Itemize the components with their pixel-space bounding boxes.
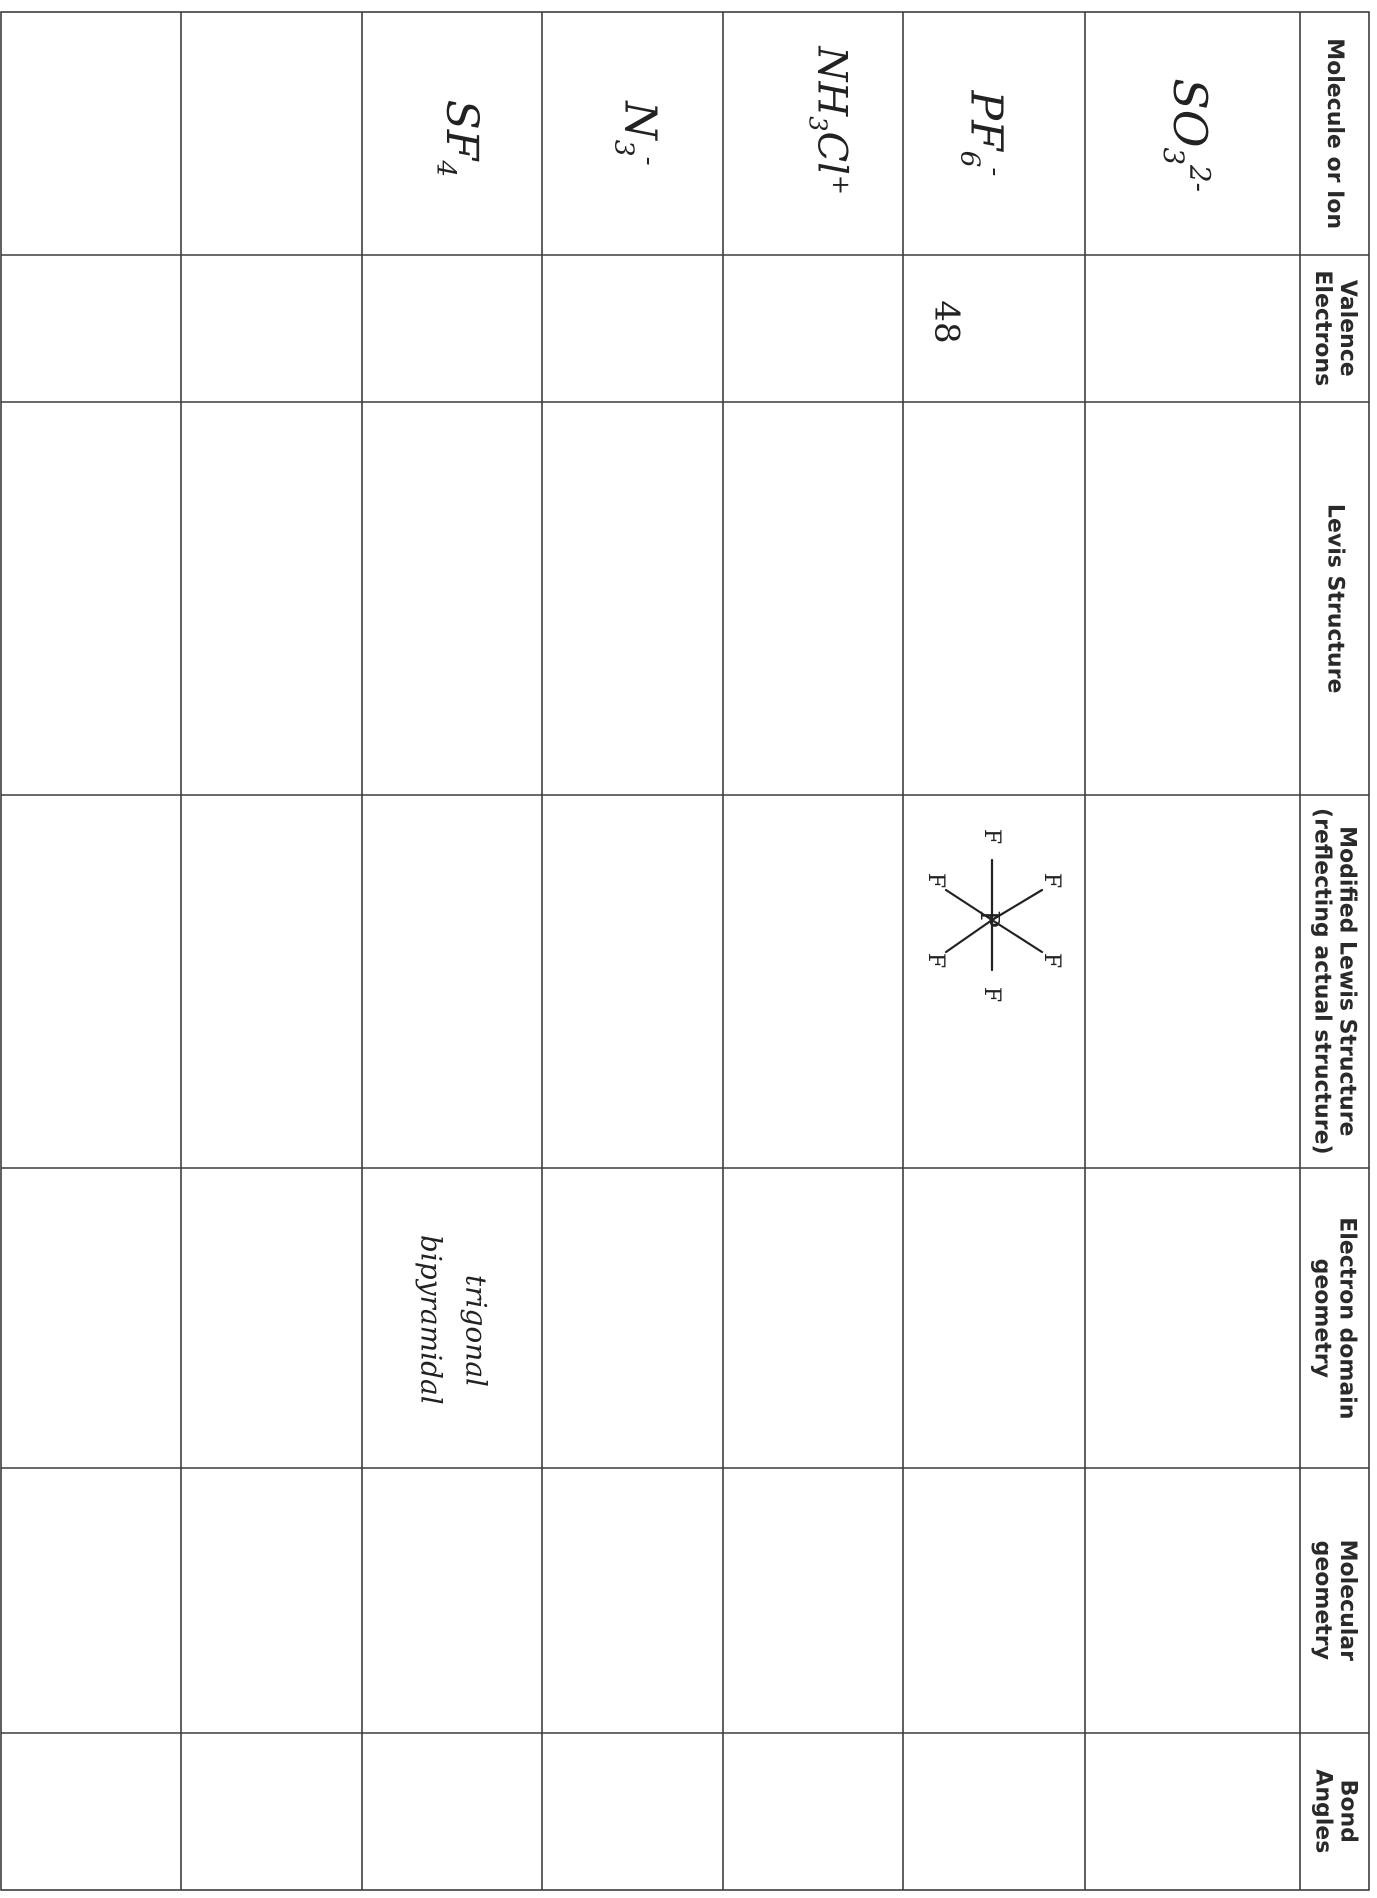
modified-lewis-sketch-pf6 [920,820,1080,1030]
molecule-cell-so3 [1157,78,1217,192]
header-label-group [1309,271,1360,387]
molecule-subscript: 6 [954,150,986,168]
molecule-tail: Cl [808,131,855,175]
valence-cell-pf6 [927,300,967,343]
header-label-group [1309,1540,1360,1661]
header-label: Bond [1334,1779,1360,1844]
header-label: geometry [1309,1540,1335,1661]
molecule-cell-n3 [609,101,666,165]
header-label: Molecule or Ion [1322,38,1348,229]
electron-domain-line: trigonal [459,1275,493,1388]
molecule-charge: + [827,174,856,196]
molecule-cell-nh3cl [804,46,855,195]
molecule-charge: - [634,156,666,166]
molecule-base: PF [960,90,1012,151]
electron-domain-text [408,1235,498,1405]
header-label: geometry [1309,1258,1335,1378]
header-label: Angles [1309,1769,1335,1854]
header-bond-angles [1300,1733,1369,1890]
electron-domain-line: bipyramidal [415,1235,448,1405]
molecule-subscript: 4 [430,160,462,178]
molecule-cell-pf6 [955,90,1012,176]
header-label: Electrons [1309,270,1335,387]
header-valence-electrons [1300,255,1369,402]
header-label: Molecular [1334,1539,1360,1662]
electron-domain-cell-sf4 [368,1200,538,1440]
lewis-fluorine-atom: F [923,952,949,969]
header-label-group [1309,1770,1360,1854]
valence-value: 48 [926,300,967,344]
lewis-fluorine-atom: F [979,828,1005,845]
lewis-central-atom: P [973,910,1004,928]
molecule-base: NH [808,46,855,117]
molecule-cell-sf4 [430,100,487,177]
header-modified-lewis-structure [1300,795,1369,1168]
lewis-fluorine-atom: F [1039,872,1065,889]
molecule-subscript: 3 [1156,147,1190,166]
molecule-subscript: 3 [803,116,832,132]
molecule-base: N [614,101,666,140]
header-label: Electron domain [1334,1216,1360,1420]
header-lewis-structure [1300,402,1369,795]
table-border [1,12,1369,1890]
lewis-fluorine-atom: F [979,986,1005,1003]
molecule-charge: - [979,167,1011,177]
lewis-fluorine-atom: F [923,872,949,889]
header-label-group [1309,1217,1360,1419]
molecule-charge: 2- [1183,165,1217,192]
lewis-fluorine-atom: F [1039,952,1065,969]
header-electron-domain-geometry [1300,1168,1369,1468]
molecule-base: SF [436,99,488,161]
header-label: Levis Structure [1322,503,1348,694]
header-molecule-or-ion [1300,12,1369,255]
header-label: Modified Lewis Structure [1334,826,1360,1137]
header-label-group [1309,808,1360,1155]
header-label: Valence [1334,280,1360,377]
molecule-subscript: 3 [608,139,640,157]
header-molecular-geometry [1300,1468,1369,1733]
molecule-base: SO [1162,78,1217,148]
header-label: (reflecting actual structure) [1309,808,1335,1155]
